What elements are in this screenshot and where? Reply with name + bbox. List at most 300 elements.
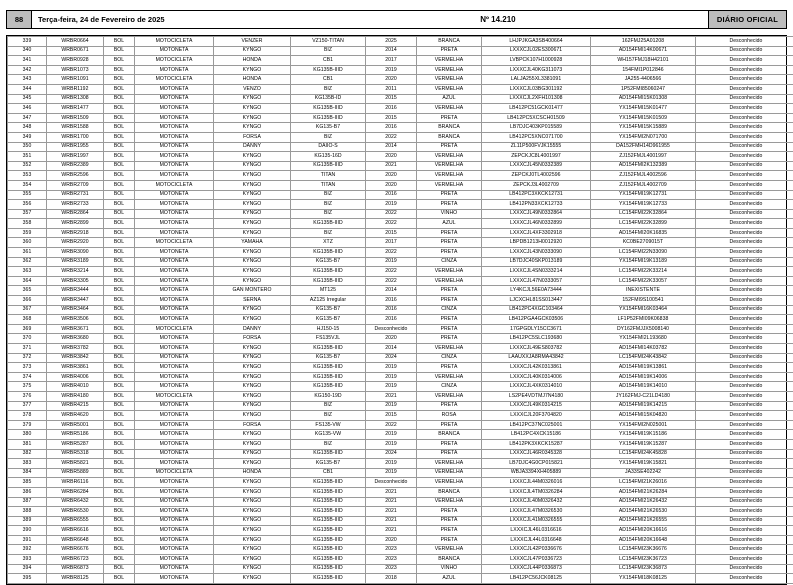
table-cell: 385	[8, 478, 47, 488]
table-row	[8, 171, 793, 181]
table-cell: LS2PE4VDTMJ7N4180	[482, 391, 591, 401]
table-cell: MOTONETA	[135, 132, 214, 142]
table-cell: KG135B-IIID	[291, 113, 366, 123]
table-row	[8, 382, 793, 392]
table-cell: WRBR1588	[47, 123, 104, 133]
table-cell: BOL	[104, 84, 135, 94]
table-cell: KG135B-IIID	[291, 276, 366, 286]
table-cell: 2019	[366, 200, 417, 210]
table-cell: MOTONETA	[135, 545, 214, 555]
table-cell: LXXXCJL20F3704820	[482, 411, 591, 421]
table-cell: AD154FMI21K26530	[591, 507, 696, 517]
table-cell: LXXXCJL44L0316648	[482, 535, 591, 545]
table-cell: BOL	[104, 382, 135, 392]
table-cell: 359	[8, 228, 47, 238]
table-cell: 2015	[366, 228, 417, 238]
table-cell: KYNGO	[214, 545, 291, 555]
table-cell: 382	[8, 449, 47, 459]
table-cell: VERMELHA	[417, 104, 482, 114]
table-cell: WRBR3444	[47, 286, 104, 296]
table-cell: 374	[8, 372, 47, 382]
table-cell: MOTONETA	[135, 315, 214, 325]
table-row	[8, 372, 793, 382]
table-cell: WRBR4620	[47, 411, 104, 421]
table-row	[8, 123, 793, 133]
table-cell: Desconhecido	[696, 468, 793, 478]
table-cell: LB412PGA4GCK03506	[482, 315, 591, 325]
table-cell: BOL	[104, 516, 135, 526]
table-cell: KYNGO	[214, 152, 291, 162]
table-cell: Desconhecido	[696, 296, 793, 306]
table-cell: KG135B-IIID	[291, 449, 366, 459]
table-cell: MOTONETA	[135, 152, 214, 162]
table-cell: KG135B-IIID	[291, 372, 366, 382]
table-cell: VERMELHA	[417, 152, 482, 162]
table-cell: Desconhecido	[696, 353, 793, 363]
table-cell: VERMELHA	[417, 344, 482, 354]
table-cell: LXXXCJL47N0333057	[482, 276, 591, 286]
table-cell: WRBR3671	[47, 324, 104, 334]
table-cell: KYNGO	[214, 564, 291, 574]
table-cell: LBPDB1213H0012920	[482, 238, 591, 248]
table-cell: VERMELHA	[417, 75, 482, 85]
table-cell: VERMELHA	[417, 372, 482, 382]
table-cell: LB412PC4XGC103464	[482, 305, 591, 315]
table-cell: VINHO	[417, 209, 482, 219]
table-cell: Desconhecido	[696, 459, 793, 469]
table-cell: Desconhecido	[696, 516, 793, 526]
table-cell: 2021	[366, 526, 417, 536]
table-cell: YX154FMI2N025001	[591, 420, 696, 430]
table-cell: Desconhecido	[696, 391, 793, 401]
table-cell: FS135-VW	[291, 420, 366, 430]
table-cell: LJCXCHL81SS013447	[482, 296, 591, 306]
table-cell: HJ150-15	[291, 324, 366, 334]
table-cell: BOL	[104, 200, 135, 210]
table-cell: BOL	[104, 113, 135, 123]
table-row	[8, 507, 793, 517]
table-cell: MOTONETA	[135, 344, 214, 354]
table-cell: LXXXCJL41M0326555	[482, 516, 591, 526]
table-cell: Desconhecido	[696, 372, 793, 382]
table-cell: Desconhecido	[696, 257, 793, 267]
table-cell: MT125	[291, 286, 366, 296]
table-cell: Desconhecido	[696, 439, 793, 449]
table-cell: MOTONETA	[135, 65, 214, 75]
table-cell: CB1	[291, 75, 366, 85]
table-cell: YX154FMI15K15889	[591, 123, 696, 133]
table-cell: AD154FMI19K14006	[591, 372, 696, 382]
table-cell: PRETA	[417, 449, 482, 459]
table-cell: BOL	[104, 363, 135, 373]
table-row	[8, 190, 793, 200]
table-cell: 2016	[366, 305, 417, 315]
table-cell: VERMELHA	[417, 84, 482, 94]
table-cell: 2019	[366, 65, 417, 75]
table-cell: LXXXCJL44M0326016	[482, 478, 591, 488]
table-cell: YX154FMI2L193680	[591, 334, 696, 344]
table-cell: AD154FMI20K16648	[591, 535, 696, 545]
table-row	[8, 267, 793, 277]
table-cell: BIZ	[291, 132, 366, 142]
table-cell: VERMELHA	[417, 391, 482, 401]
table-cell: 2016	[366, 104, 417, 114]
table-cell: WRBR4006	[47, 372, 104, 382]
table-cell: VERMELHA	[417, 65, 482, 75]
table-cell: PRETA	[417, 142, 482, 152]
table-cell: WRBR2596	[47, 171, 104, 181]
table-cell: CB1	[291, 56, 366, 66]
table-cell: MOTONETA	[135, 459, 214, 469]
table-cell: 349	[8, 132, 47, 142]
table-cell: Desconhecido	[696, 430, 793, 440]
table-row	[8, 535, 793, 545]
table-cell: KYNGO	[214, 363, 291, 373]
table-row	[8, 286, 793, 296]
table-cell: 340	[8, 46, 47, 56]
table-cell: Desconhecido	[696, 334, 793, 344]
table-cell: BRANCA	[417, 430, 482, 440]
table-cell: WRBR5186	[47, 430, 104, 440]
table-row	[8, 46, 793, 56]
table-cell: 152FMI9S100541	[591, 296, 696, 306]
table-cell: KG135-B7	[291, 315, 366, 325]
table-cell: CB1	[291, 468, 366, 478]
table-cell: 2022	[366, 420, 417, 430]
table-cell: 2019	[366, 382, 417, 392]
table-cell: LXXXCJL03BG301192	[482, 84, 591, 94]
table-cell: 2022	[366, 248, 417, 258]
table-cell: BOL	[104, 228, 135, 238]
table-cell: MOTONETA	[135, 449, 214, 459]
table-cell: AZUL	[417, 219, 482, 229]
table-row	[8, 219, 793, 229]
table-cell: BOL	[104, 497, 135, 507]
table-cell: LC154FMI22K32899	[591, 219, 696, 229]
table-cell: VERMELHA	[417, 545, 482, 555]
table-cell: KYNGO	[214, 65, 291, 75]
table-cell: 379	[8, 420, 47, 430]
table-cell: MOTONETA	[135, 190, 214, 200]
table-cell: LXXXCJL43N0333090	[482, 248, 591, 258]
table-cell: KYNGO	[214, 123, 291, 133]
table-cell: YX154FMI19K12733	[591, 200, 696, 210]
table-cell: VINHO	[417, 564, 482, 574]
table-cell: 2022	[366, 219, 417, 229]
table-cell: WRBR5889	[47, 468, 104, 478]
table-cell: KG135B-IIID	[291, 497, 366, 507]
table-cell: LB412PC5XNC071700	[482, 132, 591, 142]
table-cell: 356	[8, 200, 47, 210]
table-cell: YX154FMI19K15287	[591, 439, 696, 449]
table-cell: BIZ	[291, 46, 366, 56]
table-cell: Desconhecido	[696, 248, 793, 258]
table-cell: LXXXCJL40KG311073	[482, 65, 591, 75]
table-cell: 2021	[366, 497, 417, 507]
table-cell: Desconhecido	[696, 487, 793, 497]
table-cell: BOL	[104, 535, 135, 545]
table-cell: BOL	[104, 334, 135, 344]
table-row	[8, 478, 793, 488]
table-cell: DY162FMJJX5008140	[591, 324, 696, 334]
table-cell: MOTONETA	[135, 219, 214, 229]
table-cell: 1P52FMI85060247	[591, 84, 696, 94]
table-cell: 377	[8, 401, 47, 411]
table-cell: MOTONETA	[135, 420, 214, 430]
table-cell: KG135B-IIID	[291, 65, 366, 75]
table-cell: WRBR1477	[47, 104, 104, 114]
table-cell: WRBR1509	[47, 113, 104, 123]
table-cell: Desconhecido	[696, 180, 793, 190]
table-cell: LAAUXXJA8RMA43842	[482, 353, 591, 363]
table-cell: WRBR3861	[47, 363, 104, 373]
table-cell: BOL	[104, 132, 135, 142]
table-cell: BOL	[104, 391, 135, 401]
table-row	[8, 468, 793, 478]
table-cell: WRBR4180	[47, 391, 104, 401]
table-cell: 2015	[366, 113, 417, 123]
table-cell: YX154FMI19K13189	[591, 257, 696, 267]
table-cell: WRBR1700	[47, 132, 104, 142]
table-cell: WRBR3506	[47, 315, 104, 325]
table-cell: YX154FMI16K03464	[591, 305, 696, 315]
table-cell: BRANCA	[417, 123, 482, 133]
table-cell: BOL	[104, 487, 135, 497]
table-cell: KYNGO	[214, 200, 291, 210]
table-cell: MOTONETA	[135, 334, 214, 344]
table-cell: KYNGO	[214, 516, 291, 526]
table-cell: Desconhecido	[696, 56, 793, 66]
table-row	[8, 228, 793, 238]
table-cell: LC154FMI22K33214	[591, 267, 696, 277]
table-cell: LXXXCJL4XF3302918	[482, 228, 591, 238]
table-cell: LC154FMI21K26016	[591, 478, 696, 488]
table-cell: MOTOCICLETA	[135, 238, 214, 248]
table-cell: 343	[8, 75, 47, 85]
table-cell: WRBR6530	[47, 507, 104, 517]
table-cell: Desconhecido	[696, 75, 793, 85]
table-cell: KYNGO	[214, 228, 291, 238]
table-cell: 387	[8, 497, 47, 507]
table-cell: LB412PC3XKCK12731	[482, 190, 591, 200]
table-cell: 369	[8, 324, 47, 334]
table-cell: Desconhecido	[696, 132, 793, 142]
table-cell: LB412PK3XKCK15287	[482, 439, 591, 449]
table-cell: KG135-B7	[291, 123, 366, 133]
table-cell: 2020	[366, 152, 417, 162]
table-cell: KG135B-IIID	[291, 516, 366, 526]
table-cell: MOTONETA	[135, 161, 214, 171]
table-cell: 372	[8, 353, 47, 363]
table-cell: VERMELHA	[417, 171, 482, 181]
table-cell: Desconhecido	[696, 161, 793, 171]
table-row	[8, 497, 793, 507]
table-row	[8, 142, 793, 152]
table-cell: Desconhecido	[696, 113, 793, 123]
table-cell: BOL	[104, 344, 135, 354]
table-cell: KC0BE2709015T	[591, 238, 696, 248]
table-cell: Desconhecido	[696, 190, 793, 200]
table-cell: KYNGO	[214, 46, 291, 56]
table-cell: TITAN	[291, 171, 366, 181]
table-cell: BIZ	[291, 228, 366, 238]
table-cell: BOL	[104, 257, 135, 267]
table-cell: WRBR3305	[47, 276, 104, 286]
table-cell: KYNGO	[214, 411, 291, 421]
table-cell: Desconhecido	[696, 142, 793, 152]
table-cell: BOL	[104, 315, 135, 325]
table-cell: WBJA3394XH405889	[482, 468, 591, 478]
table-cell: WRBR1192	[47, 84, 104, 94]
table-cell: BOL	[104, 171, 135, 181]
table-cell: FORSA	[214, 420, 291, 430]
table-cell: BOL	[104, 267, 135, 277]
vehicle-listing-table	[6, 35, 787, 585]
table-cell: 2017	[366, 238, 417, 248]
table-cell: Desconhecido	[366, 324, 417, 334]
table-cell: CINZA	[417, 257, 482, 267]
table-cell: 2019	[366, 468, 417, 478]
table-row	[8, 353, 793, 363]
table-cell: LB412PC5SLC193680	[482, 334, 591, 344]
table-row	[8, 132, 793, 142]
table-cell: BOL	[104, 526, 135, 536]
table-cell: 373	[8, 363, 47, 373]
table-row	[8, 344, 793, 354]
table-cell: MOTONETA	[135, 142, 214, 152]
table-cell: KG135-B7	[291, 305, 366, 315]
table-cell: 395	[8, 574, 47, 584]
table-cell: WRBR2709	[47, 180, 104, 190]
table-cell: Desconhecido	[696, 526, 793, 536]
table-row	[8, 248, 793, 258]
table-cell: 2021	[366, 507, 417, 517]
table-cell: KG135-B7	[291, 257, 366, 267]
table-cell: 351	[8, 152, 47, 162]
table-row	[8, 526, 793, 536]
table-cell: AZUL	[417, 574, 482, 584]
table-cell: LC154FMI23K36873	[591, 564, 696, 574]
issue-number: Nº 14.210	[288, 11, 708, 28]
table-cell: BOL	[104, 420, 135, 430]
table-cell: KYNGO	[214, 382, 291, 392]
table-cell: 2020	[366, 334, 417, 344]
table-row	[8, 104, 793, 114]
publication-date: Terça-feira, 24 de Fevereiro de 2025	[32, 11, 288, 28]
table-cell: 386	[8, 487, 47, 497]
table-cell: LB7DJC40SKP013189	[482, 257, 591, 267]
table-cell: LY4KCJL56E0A73444	[482, 286, 591, 296]
table-cell: 390	[8, 526, 47, 536]
table-cell: YX154FMI19K15821	[591, 459, 696, 469]
table-cell: 361	[8, 248, 47, 258]
page-number: 88	[7, 11, 32, 28]
table-cell: WRBR3189	[47, 257, 104, 267]
table-cell: LXXXCJL46N0332899	[482, 219, 591, 229]
table-cell: WRBR1955	[47, 142, 104, 152]
table-cell: DAIIO-S	[291, 142, 366, 152]
table-cell: LXXXCJL49N0332864	[482, 209, 591, 219]
table-cell: MOTONETA	[135, 123, 214, 133]
table-cell: MOTONETA	[135, 171, 214, 181]
table-cell: Desconhecido	[696, 411, 793, 421]
table-cell: MOTONETA	[135, 363, 214, 373]
table-cell: 353	[8, 171, 47, 181]
table-cell: Desconhecido	[696, 478, 793, 488]
table-cell: KG135B-IIID	[291, 507, 366, 517]
table-row	[8, 516, 793, 526]
table-cell: 2014	[366, 286, 417, 296]
table-cell: AD154FMI21K26432	[591, 497, 696, 507]
table-row	[8, 305, 793, 315]
table-cell: WRBR2920	[47, 238, 104, 248]
table-row	[8, 296, 793, 306]
table-cell: WRBR1308	[47, 94, 104, 104]
table-cell: PRETA	[417, 507, 482, 517]
table-cell: 358	[8, 219, 47, 229]
table-cell: WRBR6555	[47, 516, 104, 526]
table-cell: Desconhecido	[696, 344, 793, 354]
table-cell: KYNGO	[214, 94, 291, 104]
table-cell: KG135B-IIID	[291, 487, 366, 497]
table-cell: KYNGO	[214, 449, 291, 459]
table-cell: 2019	[366, 439, 417, 449]
table-cell: BRANCA	[417, 132, 482, 142]
table-row	[8, 257, 793, 267]
table-cell: FORSA	[214, 334, 291, 344]
table-cell: PRETA	[417, 535, 482, 545]
table-cell: 2022	[366, 209, 417, 219]
table-cell: TITAN	[291, 180, 366, 190]
table-cell: BOL	[104, 94, 135, 104]
table-cell: LVBPCK107H1000928	[482, 56, 591, 66]
table-cell: BOL	[104, 449, 135, 459]
table-cell: MOTONETA	[135, 411, 214, 421]
table-row	[8, 238, 793, 248]
table-cell: 2019	[366, 401, 417, 411]
table-cell: MOTONETA	[135, 516, 214, 526]
table-cell: PRETA	[417, 238, 482, 248]
table-cell: MOTOCICLETA	[135, 37, 214, 47]
table-cell: VZ150-TITAN	[291, 37, 366, 47]
table-cell: BOL	[104, 555, 135, 565]
table-cell: LC154FMI22K32864	[591, 209, 696, 219]
table-cell: KYNGO	[214, 113, 291, 123]
table-cell: 2022	[366, 267, 417, 277]
table-cell: Desconhecido	[696, 507, 793, 517]
table-cell: 2022	[366, 132, 417, 142]
table-cell: MOTONETA	[135, 497, 214, 507]
table-cell: 389	[8, 516, 47, 526]
table-cell: CINZA	[417, 382, 482, 392]
table-cell: GAN MONTERO	[214, 286, 291, 296]
table-cell: BOL	[104, 238, 135, 248]
table-cell: 345	[8, 94, 47, 104]
table-cell: YX154FMI15K01477	[591, 104, 696, 114]
table-cell: KYNGO	[214, 535, 291, 545]
table-cell: PRETA	[417, 401, 482, 411]
table-cell: MOTONETA	[135, 257, 214, 267]
table-cell: LXXXCJL46L0316616	[482, 526, 591, 536]
table-cell: 347	[8, 113, 47, 123]
table-cell: WRBR8125	[47, 574, 104, 584]
publication-title: DIÁRIO OFICIAL	[708, 11, 786, 28]
table-cell: WRBR2918	[47, 228, 104, 238]
table-cell: BOL	[104, 372, 135, 382]
table-cell: LXXXCJL42K0313861	[482, 363, 591, 373]
table-cell: DANNY	[214, 142, 291, 152]
table-cell: 2020	[366, 171, 417, 181]
